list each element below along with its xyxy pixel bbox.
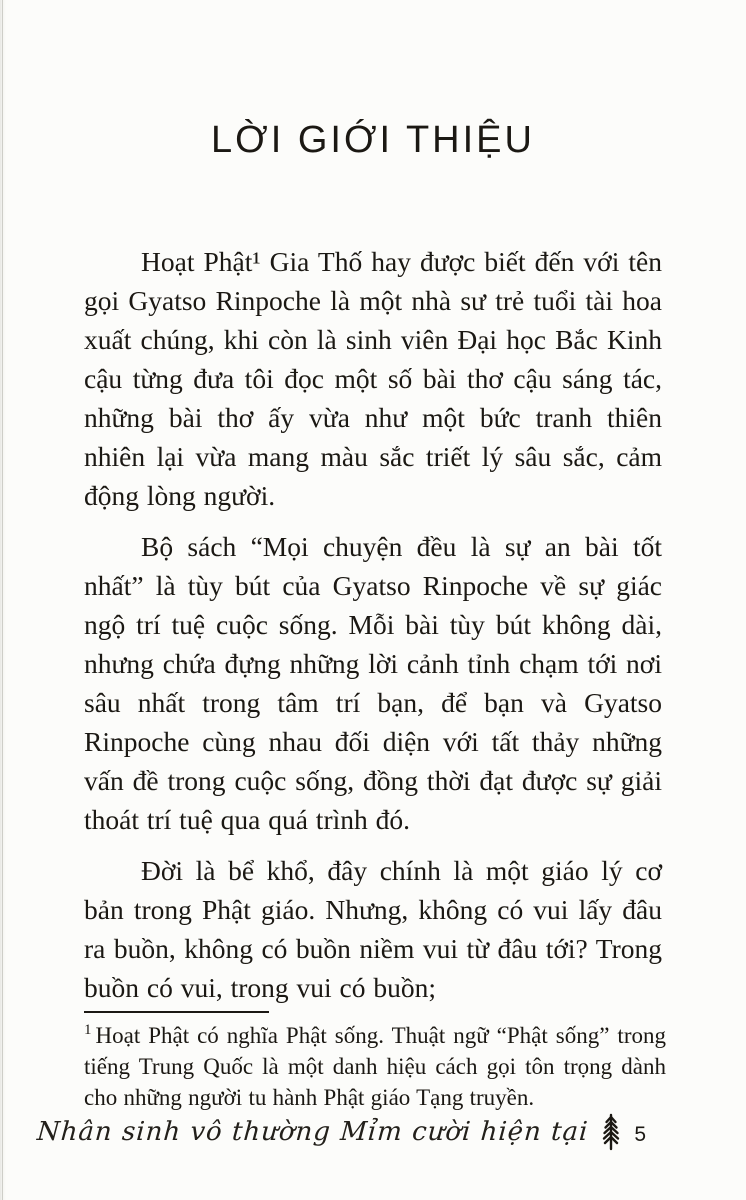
footer-tagline: Nhân sinh vô thường Mỉm cười hiện tại bbox=[35, 1117, 590, 1147]
page-footer bbox=[35, 1108, 646, 1156]
paragraph: Đời là bể khổ, đây chính là một giáo lý cơ bản trong Phật giáo. Nhưng, không có vui lấy đâu ra buồn, không có buồn niềm vui từ đâu tới? Trong buồn có vui, trong vui có buồn; bbox=[84, 855, 662, 1003]
scan-edge-shadow bbox=[0, 0, 6, 1200]
page-number: 5 bbox=[634, 1122, 646, 1146]
body-text bbox=[84, 242, 662, 1007]
footnote bbox=[84, 1020, 666, 1113]
pine-tree-icon bbox=[600, 1113, 622, 1151]
scan-edge-line bbox=[2, 0, 3, 1200]
footnote-text: Hoạt Phật có nghĩa Phật sống. Thuật ngữ “Phật sống” trong tiếng Trung Quốc là một danh hiệu cách gọi tôn trọng dành cho những người tu hành Phật giáo Tạng truyền. bbox=[84, 1023, 666, 1110]
chapter-title: LỜI GIỚI THIỆU bbox=[211, 119, 535, 162]
footnote-marker: 1 bbox=[84, 1022, 92, 1039]
footnote-separator bbox=[84, 1011, 269, 1013]
paragraph: Hoạt Phật¹ Gia Thố hay được biết đến với tên gọi Gyatso Rinpoche là một nhà sư trẻ tuổi tài hoa xuất chúng, khi còn là sinh viên Đại học Bắc Kinh cậu từng đưa tôi đọc một số bài thơ cậu sáng tác, những bài thơ ấy vừa như một bức tranh thiên nhiên lại vừa mang màu sắc triết lý sâu sắc, cảm động lòng người. bbox=[84, 246, 662, 511]
paragraph: Bộ sách “Mọi chuyện đều là sự an bài tốt nhất” là tùy bút của Gyatso Rinpoche về sự giác ngộ trí tuệ cuộc sống. Mỗi bài tùy bút không dài, nhưng chứa đựng những lời cảnh tỉnh chạm tới nơi sâu nhất trong tâm trí bạn, để bạn và Gyatso Rinpoche cùng nhau đối diện với tất thảy những vấn đề trong cuộc sống, đồng thời đạt được sự giải thoát trí tuệ qua quá trình đó. bbox=[84, 531, 662, 835]
